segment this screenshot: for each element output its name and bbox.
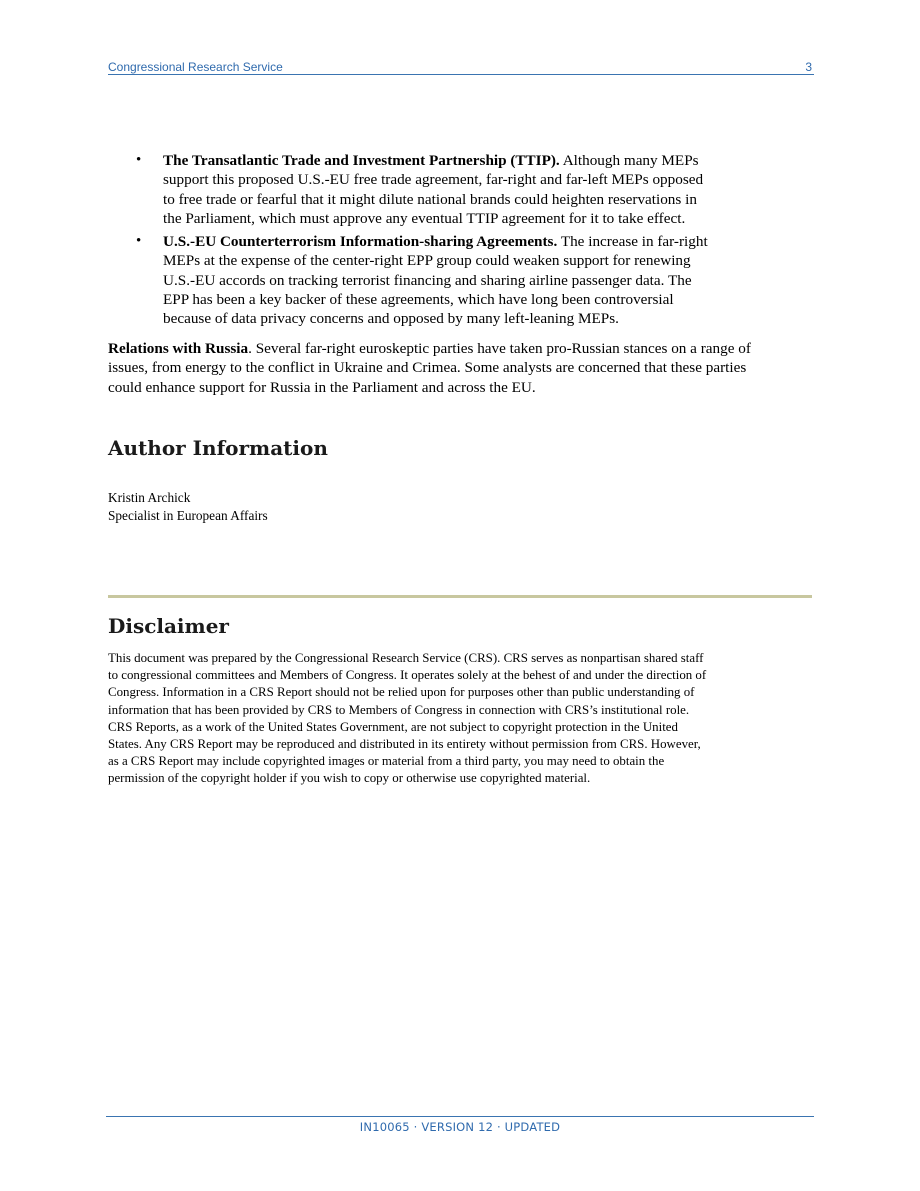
header-org-name: Congressional Research Service [108,60,283,74]
disclaimer-line: as a CRS Report may include copyrighted images or material from a third party, you may need to obtain the [108,754,665,769]
author-block [108,489,268,524]
russia-paragraph [108,339,814,397]
bullet-title: The Transatlantic Trade and Investment Partnership (TTIP). [163,152,560,169]
bullet-list [108,151,814,333]
disclaimer-heading: Disclaimer [108,614,229,638]
header-page-number: 3 [805,60,812,74]
bullet-dot-icon: • [136,233,142,250]
bullet-counterterrorism [108,232,814,328]
bullet-text-line: EPP has been a key backer of these agreements, which have long been controversial [163,291,674,309]
russia-title: Relations with Russia [108,340,249,357]
bullet-text-line: to free trade or fearful that it might dilute national brands could heighten reservations in [163,190,697,208]
bullet-ttip [108,151,814,228]
disclaimer-line: information that has been provided by CRS to Members of Congress in connection with CRS’s institutional role. [108,702,690,717]
footer-divider [106,1116,814,1117]
disclaimer-line: to congressional committees and Members of Congress. It operates solely at the behest of and under the direction of [108,668,707,683]
russia-text-line: . Several far-right euroskeptic parties have taken pro-Russian stances on a range of [248,340,751,357]
disclaimer-line: This document was prepared by the Congressional Research Service (CRS). CRS serves as nonpartisan shared staff [108,651,704,665]
section-divider [108,595,812,598]
bullet-title: U.S.-EU Counterterrorism Information-sharing Agreements. [163,233,558,251]
russia-text-line: could enhance support for Russia in the Parliament and across the EU. [108,378,536,396]
bullet-text-line: the Parliament, which must approve any eventual TTIP agreement for it to take effect. [163,209,686,227]
page-footer: IN10065 · VERSION 12 · UPDATED [359,1120,561,1134]
bullet-text-line: MEPs at the expense of the center-right EPP group could weaken support for renewing [163,252,691,270]
bullet-text-line: U.S.-EU accords on tracking terrorist financing and sharing airline passenger data. The [163,271,692,289]
disclaimer-line: Congress. Information in a CRS Report should not be relied upon for purposes other than public understanding of [108,685,695,700]
disclaimer-line: CRS Reports, as a work of the United States Government, are not subject to copyright protection in the United [108,719,678,734]
disclaimer-line: States. Any CRS Report may be reproduced and distributed in its entirety without permission from CRS. However, [108,737,701,752]
bullet-text-line: support this proposed U.S.-EU free trade agreement, far-right and far-left MEPs opposed [163,171,704,189]
bullet-text-line: The increase in far-right [560,233,708,251]
bullet-dot-icon: • [136,152,142,168]
bullet-text-line: because of data privacy concerns and opposed by many left-leaning MEPs. [163,310,619,328]
bullet-text-line: Although many MEPs [562,152,699,169]
disclaimer-text [108,650,814,788]
disclaimer-line: permission of the copyright holder if you wish to copy or otherwise use copyrighted material. [108,771,591,786]
author-heading: Author Information [108,436,328,460]
page-header [108,58,814,75]
author-title: Specialist in European Affairs [108,507,268,523]
author-name: Kristin Archick [108,490,191,505]
russia-text-line: issues, from energy to the conflict in Ukraine and Crimea. Some analysts are concerned that these parties [108,359,747,377]
